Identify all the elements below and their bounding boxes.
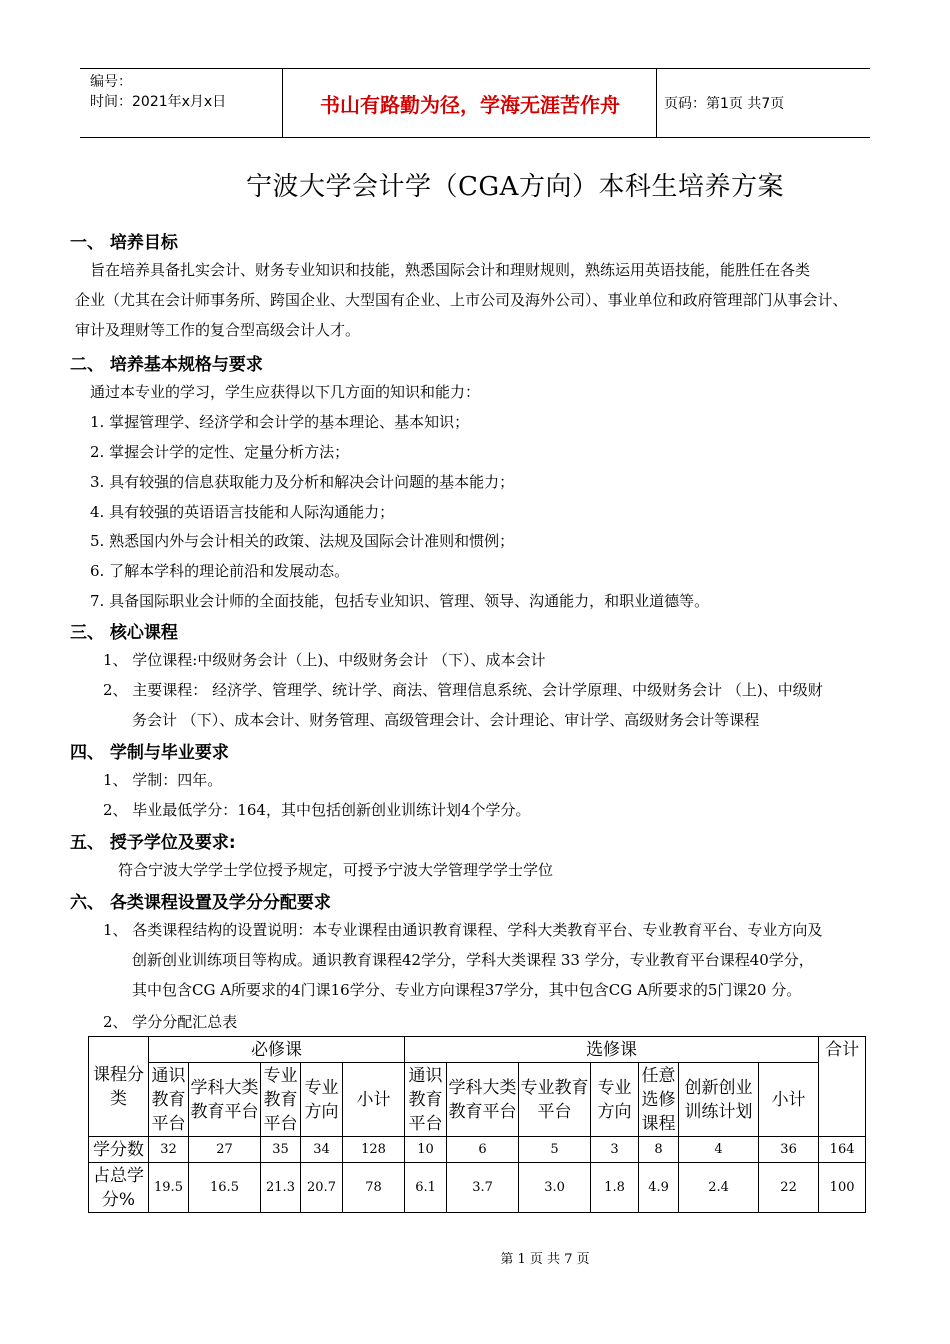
table-cell: 3.0 bbox=[519, 1163, 591, 1213]
paragraph-line: 符合宁波大学学士学位授予规定，可授予宁波大学管理学学士学位 bbox=[118, 861, 554, 879]
table-cell: 3.7 bbox=[447, 1163, 519, 1213]
column-header: 通识教育平台 bbox=[405, 1063, 447, 1137]
header-page-info: 页码：第1页 共7页 bbox=[664, 96, 785, 112]
table-cell: 19.5 bbox=[149, 1163, 189, 1213]
table-cell: 100 bbox=[819, 1163, 866, 1213]
row-label: 学分数 bbox=[89, 1137, 149, 1163]
list-item: 6. 了解本学科的理论前沿和发展动态。 bbox=[90, 562, 350, 580]
column-header: 学科大类教育平台 bbox=[447, 1063, 519, 1137]
total-header: 合计 bbox=[819, 1037, 866, 1063]
column-header: 学科大类教育平台 bbox=[189, 1063, 261, 1137]
group-header-elective: 选修课 bbox=[405, 1037, 819, 1063]
table-cell: 128 bbox=[343, 1137, 405, 1163]
table-cell: 164 bbox=[819, 1137, 866, 1163]
table-cell: 16.5 bbox=[189, 1163, 261, 1213]
paragraph-line: 企业（尤其在会计师事务所、跨国企业、大型国有企业、上市公司及海外公司）、事业单位和政府管理部门从事会计、 bbox=[75, 291, 848, 309]
table-cell: 4.9 bbox=[639, 1163, 679, 1213]
page-header bbox=[80, 68, 870, 138]
table-cell: 36 bbox=[759, 1137, 819, 1163]
table-cell: 10 bbox=[405, 1137, 447, 1163]
document-title: 宁波大学会计学（CGA方向）本科生培养方案 bbox=[246, 172, 784, 202]
table-row bbox=[89, 1163, 866, 1213]
column-header: 专业教育平台 bbox=[519, 1063, 591, 1137]
group-header-required: 必修课 bbox=[149, 1037, 405, 1063]
table-cell: 34 bbox=[301, 1137, 343, 1163]
total-header-blank bbox=[819, 1063, 866, 1137]
page-footer: 第 1 页 共 7 页 bbox=[500, 1252, 590, 1267]
list-item-continuation: 创新创业训练项目等构成。通识教育课程42学分，学科大类课程 33 学分，专业教育平台课程40学分， bbox=[132, 951, 814, 969]
section-heading: 五、 授予学位及要求: bbox=[70, 833, 236, 853]
list-item-continuation: 务会计 （下）、成本会计、财务管理、高级管理会计、会计理论、审计学、高级财务会计等课程 bbox=[132, 711, 760, 729]
section-heading: 六、 各类课程设置及学分分配要求 bbox=[70, 893, 331, 913]
table-cell: 22 bbox=[759, 1163, 819, 1213]
table-cell: 32 bbox=[149, 1137, 189, 1163]
column-header: 专业方向 bbox=[591, 1063, 639, 1137]
table-cell: 21.3 bbox=[261, 1163, 301, 1213]
column-header: 专业教育平台 bbox=[261, 1063, 301, 1137]
section-heading: 四、 学制与毕业要求 bbox=[70, 743, 229, 763]
header-divider bbox=[656, 69, 657, 137]
list-item: 3. 具有较强的信息获取能力及分析和解决会计问题的基本能力； bbox=[90, 473, 515, 491]
table-cell: 8 bbox=[639, 1137, 679, 1163]
table-cell: 6.1 bbox=[405, 1163, 447, 1213]
column-header: 专业方向 bbox=[301, 1063, 343, 1137]
list-item: 1、 学位课程:中级财务会计（上)、中级财务会计 （下）、成本会计 bbox=[103, 651, 546, 669]
table-cell: 27 bbox=[189, 1137, 261, 1163]
row-label: 占总学分% bbox=[89, 1163, 149, 1213]
header-motto: 书山有路勤为径，学海无涯苦作舟 bbox=[320, 92, 620, 117]
list-item: 7. 具备国际职业会计师的全面技能，包括专业知识、管理、领导、沟通能力，和职业道德等。 bbox=[90, 592, 710, 610]
list-item: 2、 学分分配汇总表 bbox=[103, 1013, 238, 1031]
table-cell: 3 bbox=[591, 1137, 639, 1163]
header-divider bbox=[282, 69, 283, 137]
column-header: 创新创业训练计划 bbox=[679, 1063, 759, 1137]
column-header: 任意选修课程 bbox=[639, 1063, 679, 1137]
paragraph-line: 审计及理财等工作的复合型高级会计人才。 bbox=[75, 321, 361, 339]
section-heading: 一、 培养目标 bbox=[70, 233, 178, 253]
row-header-cell: 课程分类 bbox=[89, 1037, 149, 1137]
number-label: 编号： bbox=[90, 74, 132, 90]
table-cell: 1.8 bbox=[591, 1163, 639, 1213]
column-header: 小计 bbox=[343, 1063, 405, 1137]
list-item-continuation: 其中包含CG A所要求的4门课16学分、专业方向课程37学分，其中包含CG A所要求的5门课20 分。 bbox=[132, 981, 802, 999]
table-cell: 6 bbox=[447, 1137, 519, 1163]
time-label: 时间：2021年x月x日 bbox=[90, 94, 227, 110]
list-item: 2、 主要课程： 经济学、管理学、统计学、商法、管理信息系统、会计学原理、中级财务会计 （上)、中级财 bbox=[103, 681, 823, 699]
list-item: 5. 熟悉国内外与会计相关的政策、法规及国际会计准则和惯例； bbox=[90, 532, 515, 550]
list-item: 4. 具有较强的英语语言技能和人际沟通能力； bbox=[90, 503, 395, 521]
table-cell: 78 bbox=[343, 1163, 405, 1213]
paragraph-line: 通过本专业的学习，学生应获得以下几方面的知识和能力： bbox=[90, 383, 481, 401]
list-item: 2、 毕业最低学分：164，其中包括创新创业训练计划4个学分。 bbox=[103, 801, 531, 819]
list-item: 2. 掌握会计学的定性、定量分析方法； bbox=[90, 443, 350, 461]
paragraph-line: 旨在培养具备扎实会计、财务专业知识和技能，熟悉国际会计和理财规则，熟练运用英语技能，能胜任在各类 bbox=[90, 261, 811, 279]
table-cell: 5 bbox=[519, 1137, 591, 1163]
column-header: 小计 bbox=[759, 1063, 819, 1137]
list-item: 1. 掌握管理学、经济学和会计学的基本理论、基本知识； bbox=[90, 413, 470, 431]
section-heading: 二、 培养基本规格与要求 bbox=[70, 355, 263, 375]
table-cell: 20.7 bbox=[301, 1163, 343, 1213]
table-cell: 35 bbox=[261, 1137, 301, 1163]
list-item: 1、 各类课程结构的设置说明：本专业课程由通识教育课程、学科大类教育平台、专业教育平台、专业方向及 bbox=[103, 921, 823, 939]
table-cell: 2.4 bbox=[679, 1163, 759, 1213]
section-heading: 三、 核心课程 bbox=[70, 623, 178, 643]
column-header: 通识教育平台 bbox=[149, 1063, 189, 1137]
table-row bbox=[89, 1137, 866, 1163]
header-meta bbox=[90, 72, 226, 112]
list-item: 1、 学制：四年。 bbox=[103, 771, 223, 789]
table-cell: 4 bbox=[679, 1137, 759, 1163]
credit-distribution-table bbox=[88, 1036, 866, 1213]
